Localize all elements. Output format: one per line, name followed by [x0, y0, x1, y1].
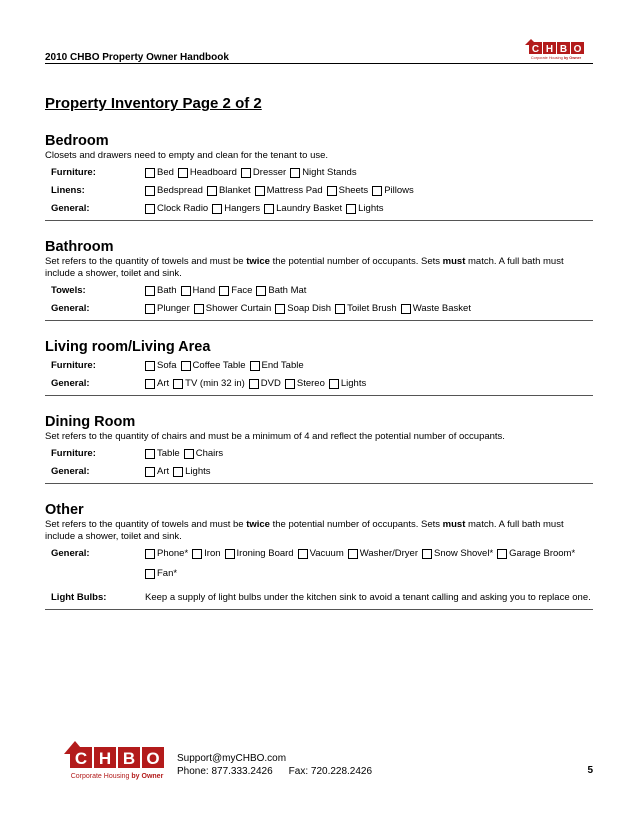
logo-letter: B — [122, 749, 136, 768]
inventory-item[interactable] — [181, 284, 216, 298]
checkbox-icon[interactable] — [346, 204, 356, 214]
inventory-row — [45, 377, 593, 391]
inventory-item[interactable] — [145, 359, 177, 373]
row-items — [145, 547, 593, 581]
checkbox-icon[interactable] — [225, 549, 235, 559]
light-bulbs-row — [45, 591, 593, 605]
inventory-item[interactable] — [372, 184, 414, 198]
row-items — [145, 202, 593, 216]
checkbox-icon[interactable] — [285, 379, 295, 389]
inventory-item[interactable] — [264, 202, 342, 216]
checkbox-icon[interactable] — [145, 549, 155, 559]
item-label: Pillows — [384, 185, 414, 196]
logo-tagline: Corporate Housing by Owner — [530, 56, 582, 60]
checkbox-icon[interactable] — [401, 304, 411, 314]
item-label: TV (min 32 in) — [185, 378, 245, 389]
item-label: Lights — [185, 466, 211, 477]
page-number: 5 — [587, 765, 593, 776]
checkbox-icon[interactable] — [145, 204, 155, 214]
section-other — [45, 502, 593, 610]
item-label: Bed — [157, 167, 174, 178]
row-items — [145, 284, 593, 298]
row-items — [145, 377, 593, 391]
item-label: Bath Mat — [268, 285, 307, 296]
row-group — [45, 359, 593, 391]
row-items — [145, 447, 593, 461]
inventory-content — [45, 95, 593, 610]
item-label: Coffee Table — [192, 360, 246, 371]
row-label: General: — [51, 378, 90, 389]
section-title: Bedroom — [45, 133, 109, 149]
row-group — [45, 284, 593, 316]
row-items — [145, 302, 593, 316]
checkbox-icon[interactable] — [219, 286, 229, 296]
inventory-item[interactable] — [327, 184, 369, 198]
item-label: Art — [157, 466, 170, 477]
inventory-item[interactable] — [178, 166, 237, 180]
logo-letter: C — [74, 749, 88, 768]
checkbox-icon[interactable] — [207, 186, 217, 196]
row-items — [145, 166, 593, 180]
inventory-row — [45, 447, 593, 461]
inventory-item[interactable] — [250, 359, 304, 373]
inventory-item[interactable] — [145, 302, 190, 316]
item-label: Waste Basket — [412, 303, 471, 314]
item-label: Night Stands — [302, 167, 357, 178]
inventory-row — [45, 284, 593, 298]
logo-letter: H — [545, 44, 554, 55]
row-label: General: — [51, 203, 90, 214]
inventory-item[interactable] — [285, 377, 325, 391]
checkbox-icon[interactable] — [241, 168, 251, 178]
checkbox-icon[interactable] — [256, 286, 266, 296]
item-label: Hand — [192, 285, 216, 296]
inventory-item[interactable] — [225, 547, 294, 561]
checkbox-icon[interactable] — [255, 186, 265, 196]
checkbox-icon[interactable] — [145, 304, 155, 314]
row-group — [45, 166, 593, 216]
item-label: Chairs — [195, 448, 224, 459]
section-description: Set refers to the quantity of towels and must be twice the potential number of occupants. Sets must match. A full bath must include a shower, toilet and sink. — [45, 256, 564, 279]
row-label: General: — [51, 466, 90, 477]
section-title: Dining Room — [45, 414, 136, 430]
row-label: Light Bulbs: — [51, 592, 107, 603]
inventory-item[interactable] — [181, 359, 246, 373]
row-label: Linens: — [51, 185, 85, 196]
checkbox-icon[interactable] — [145, 379, 155, 389]
inventory-row — [45, 166, 593, 180]
inventory-item[interactable] — [255, 184, 323, 198]
item-label: Laundry Basket — [276, 203, 343, 214]
item-label: Art — [157, 378, 170, 389]
item-label: Lights — [358, 203, 384, 214]
page-title: Property Inventory Page 2 of 2 — [45, 95, 262, 112]
row-label: General: — [51, 548, 90, 559]
checkbox-icon[interactable] — [145, 467, 155, 477]
item-label: Washer/Dryer — [359, 548, 418, 559]
logo-tagline: Corporate Housing by Owner — [70, 773, 164, 780]
inventory-item[interactable] — [275, 302, 331, 316]
inventory-item[interactable] — [145, 184, 203, 198]
inventory-item[interactable] — [219, 284, 252, 298]
inventory-item[interactable] — [290, 166, 356, 180]
inventory-item[interactable] — [298, 547, 344, 561]
checkbox-icon[interactable] — [181, 286, 191, 296]
checkbox-icon[interactable] — [249, 379, 259, 389]
inventory-item[interactable] — [335, 302, 397, 316]
row-items — [145, 465, 593, 479]
item-label: Fan* — [157, 568, 178, 579]
inventory-item[interactable] — [249, 377, 281, 391]
checkbox-icon[interactable] — [145, 286, 155, 296]
inventory-row — [45, 359, 593, 373]
logo-letter: B — [559, 44, 568, 55]
inventory-item[interactable] — [145, 547, 188, 561]
item-label: Iron — [204, 548, 221, 559]
inventory-item[interactable] — [145, 377, 169, 391]
checkbox-icon[interactable] — [145, 168, 155, 178]
checkbox-icon[interactable] — [178, 168, 188, 178]
checkbox-icon[interactable] — [275, 304, 285, 314]
inventory-item[interactable] — [173, 465, 210, 479]
checkbox-icon[interactable] — [184, 449, 194, 459]
logo-letter: C — [531, 44, 540, 55]
checkbox-icon[interactable] — [181, 361, 191, 371]
item-label: Bath — [157, 285, 177, 296]
checkbox-icon[interactable] — [497, 549, 507, 559]
item-label: Bedspread — [157, 185, 203, 196]
checkbox-icon[interactable] — [335, 304, 345, 314]
light-bulbs-note: Keep a supply of light bulbs under the kitchen sink to avoid a tenant calling and asking you to replace one. — [145, 592, 591, 603]
checkbox-icon[interactable] — [348, 549, 358, 559]
row-label: Towels: — [51, 285, 86, 296]
inventory-item[interactable] — [212, 202, 260, 216]
checkbox-icon[interactable] — [145, 361, 155, 371]
logo-letter: O — [146, 749, 160, 768]
inventory-item[interactable] — [145, 567, 177, 581]
inventory-item[interactable] — [173, 377, 245, 391]
contact-line — [177, 765, 372, 778]
checkbox-icon[interactable] — [192, 549, 202, 559]
row-label: Furniture: — [51, 167, 96, 178]
inventory-item[interactable] — [346, 202, 383, 216]
inventory-row — [45, 184, 593, 198]
footer-contact — [177, 752, 372, 778]
item-label: Snow Shovel* — [434, 548, 494, 559]
item-label: Phone* — [157, 548, 189, 559]
item-label: Hangers — [224, 203, 261, 214]
checkbox-icon[interactable] — [422, 549, 432, 559]
checkbox-icon[interactable] — [145, 449, 155, 459]
checkbox-icon[interactable] — [145, 186, 155, 196]
inventory-item[interactable] — [192, 547, 220, 561]
item-label: Lights — [340, 378, 367, 389]
inventory-item[interactable] — [497, 547, 575, 561]
section-title: Bathroom — [45, 239, 114, 255]
section-description: Set refers to the quantity of towels and must be twice the potential number of occupants. Sets must match. A full bath must include a shower, toilet and sink. — [45, 519, 564, 542]
checkbox-icon[interactable] — [194, 304, 204, 314]
inventory-item[interactable] — [145, 284, 177, 298]
inventory-item[interactable] — [145, 447, 180, 461]
row-label: Furniture: — [51, 360, 96, 371]
inventory-item[interactable] — [145, 166, 174, 180]
inventory-item[interactable] — [194, 302, 271, 316]
checkbox-icon[interactable] — [298, 549, 308, 559]
item-label: Table — [157, 448, 180, 459]
section-description: Set refers to the quantity of chairs and must be a minimum of 4 and reflect the potential number of occupants. — [45, 431, 505, 442]
inventory-item[interactable] — [145, 465, 169, 479]
item-label: DVD — [260, 378, 281, 389]
section-bedroom — [45, 133, 593, 221]
item-label: Headboard — [189, 167, 237, 178]
item-label: Garage Broom* — [509, 548, 576, 559]
row-group — [45, 547, 593, 581]
item-label: Sheets — [338, 185, 369, 196]
item-label: Blanket — [218, 185, 251, 196]
chbo-logo-footer — [62, 738, 172, 782]
section-title: Other — [45, 502, 84, 518]
checkbox-icon[interactable] — [329, 379, 339, 389]
inventory-row — [45, 202, 593, 216]
inventory-item[interactable] — [256, 284, 306, 298]
row-label: General: — [51, 303, 90, 314]
inventory-item[interactable] — [422, 547, 493, 561]
inventory-row — [45, 547, 593, 581]
checkbox-icon[interactable] — [145, 569, 155, 579]
phone-number: Phone: 877.333.2426 — [177, 766, 273, 777]
inventory-row — [45, 302, 593, 316]
chbo-logo-small — [519, 38, 593, 60]
support-email: Support@myCHBO.com — [177, 753, 287, 764]
checkbox-icon[interactable] — [250, 361, 260, 371]
inventory-item[interactable] — [207, 184, 251, 198]
row-group — [45, 447, 593, 479]
checkbox-icon[interactable] — [327, 186, 337, 196]
item-label: Clock Radio — [157, 203, 209, 214]
logo-letter: O — [573, 44, 582, 55]
item-label: Toilet Brush — [347, 303, 397, 314]
item-label: Ironing Board — [236, 548, 294, 559]
row-label: Furniture: — [51, 448, 96, 459]
inventory-item[interactable] — [184, 447, 223, 461]
inventory-item[interactable] — [145, 202, 208, 216]
checkbox-icon[interactable] — [372, 186, 382, 196]
inventory-item[interactable] — [348, 547, 418, 561]
row-items — [145, 359, 593, 373]
page-header — [45, 36, 593, 64]
item-label: Stereo — [296, 378, 325, 389]
fax-number: Fax: 720.228.2426 — [288, 766, 373, 777]
checkbox-icon[interactable] — [290, 168, 300, 178]
item-label: Vacuum — [309, 548, 344, 559]
item-label: Plunger — [157, 303, 190, 314]
logo-letter: H — [98, 749, 112, 768]
section-bathroom — [45, 239, 593, 321]
section-living-room — [45, 339, 593, 396]
item-label: End Table — [261, 360, 304, 371]
item-label: Face — [231, 285, 253, 296]
item-label: Sofa — [157, 360, 177, 371]
inventory-row — [45, 465, 593, 479]
item-label: Shower Curtain — [205, 303, 272, 314]
section-description: Closets and drawers need to empty and clean for the tenant to use. — [45, 150, 329, 161]
item-label: Mattress Pad — [266, 185, 323, 196]
checkbox-icon[interactable] — [173, 467, 183, 477]
checkbox-icon[interactable] — [212, 204, 222, 214]
checkbox-icon[interactable] — [173, 379, 183, 389]
row-items — [145, 184, 593, 198]
inventory-item[interactable] — [401, 302, 471, 316]
inventory-item[interactable] — [329, 377, 366, 391]
handbook-title: 2010 CHBO Property Owner Handbook — [45, 52, 229, 63]
section-title: Living room/Living Area — [45, 339, 211, 355]
inventory-item[interactable] — [241, 166, 286, 180]
section-dining-room — [45, 414, 593, 484]
item-label: Dresser — [252, 167, 287, 178]
item-label: Soap Dish — [287, 303, 332, 314]
checkbox-icon[interactable] — [264, 204, 274, 214]
